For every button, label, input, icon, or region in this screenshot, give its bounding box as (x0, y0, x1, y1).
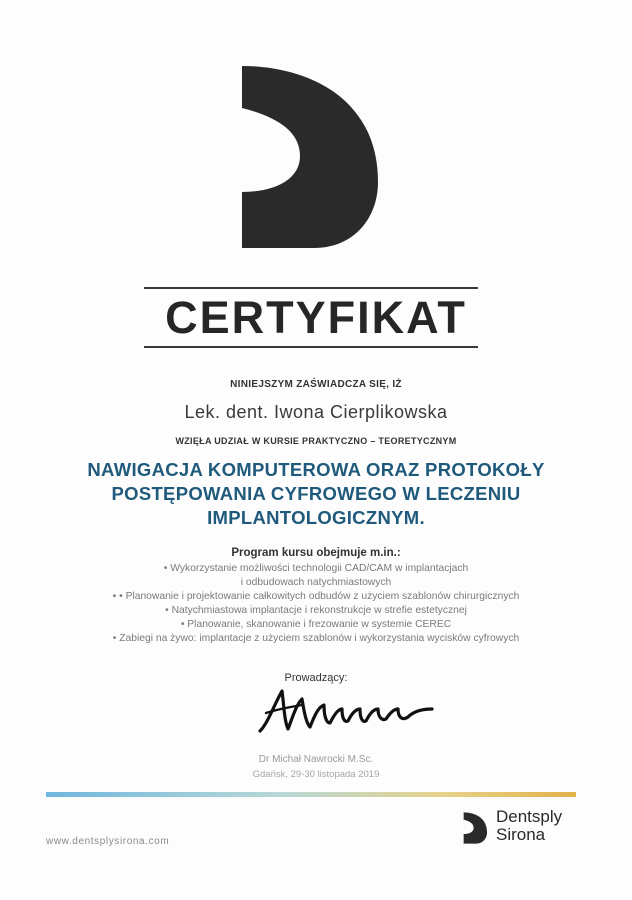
intro-text: NINIEJSZYM ZAŚWIADCZA SIĘ, IŻ (230, 379, 402, 390)
course-title-line: NAWIGACJA KOMPUTEROWA ORAZ PROTOKOŁY (87, 459, 545, 480)
brand-line-2: Sirona (496, 825, 546, 844)
lead-name: Dr Michał Nawrocki M.Sc. (258, 754, 374, 765)
program-item: • Zabiegi na żywo: implantacje z użyciem szablonów i wykorzystania wycisków cyfrowych (112, 633, 520, 644)
signature (254, 683, 438, 739)
brand-wordmark (496, 808, 562, 844)
website-link[interactable]: www.dentsplysirona.com (46, 836, 170, 847)
brand-line-1: Dentsply (496, 807, 563, 826)
course-title-line: IMPLANTOLOGICZNYM. (207, 507, 425, 528)
program-item: • • Planowanie i projektowanie całkowitych odbudów z użyciem szablonów chirurgicznych (112, 591, 520, 602)
dentsply-sirona-brand (462, 808, 582, 852)
title-top-rule (144, 287, 478, 289)
dentsply-sirona-small-logo-icon (462, 812, 488, 844)
course-title-line: POSTĘPOWANIA CYFROWEGO W LECZENIU (111, 483, 521, 504)
program-item: • Wykorzystanie możliwości technologii CAD/CAM w implantacjach (163, 563, 469, 574)
lead-date: Gdańsk, 29-30 listopada 2019 (252, 769, 380, 780)
course-title (40, 458, 592, 530)
program-list (40, 562, 592, 646)
gradient-divider (46, 792, 576, 797)
recipient-name: Lek. dent. Iwona Cierplikowska (184, 402, 448, 422)
program-heading: Program kursu obejmuje m.in.: (231, 547, 401, 559)
dentsply-sirona-logo-mark (234, 64, 382, 250)
program-item: • Planowanie, skanowanie i frezowanie w systemie CEREC (180, 619, 452, 630)
program-item: • Natychmiastowa implantacje i rekonstrukcje w strefie estetycznej (165, 605, 467, 616)
lead-label: Prowadzący: (284, 672, 348, 684)
participation-text: WZIĘŁA UDZIAŁ W KURSIE PRAKTYCZNO – TEORETYCZNYM (175, 436, 457, 446)
certificate-title: CERTYFIKAT (165, 292, 467, 343)
title-bottom-rule (144, 346, 478, 348)
program-item: i odbudowach natychmiastowych (240, 577, 392, 588)
